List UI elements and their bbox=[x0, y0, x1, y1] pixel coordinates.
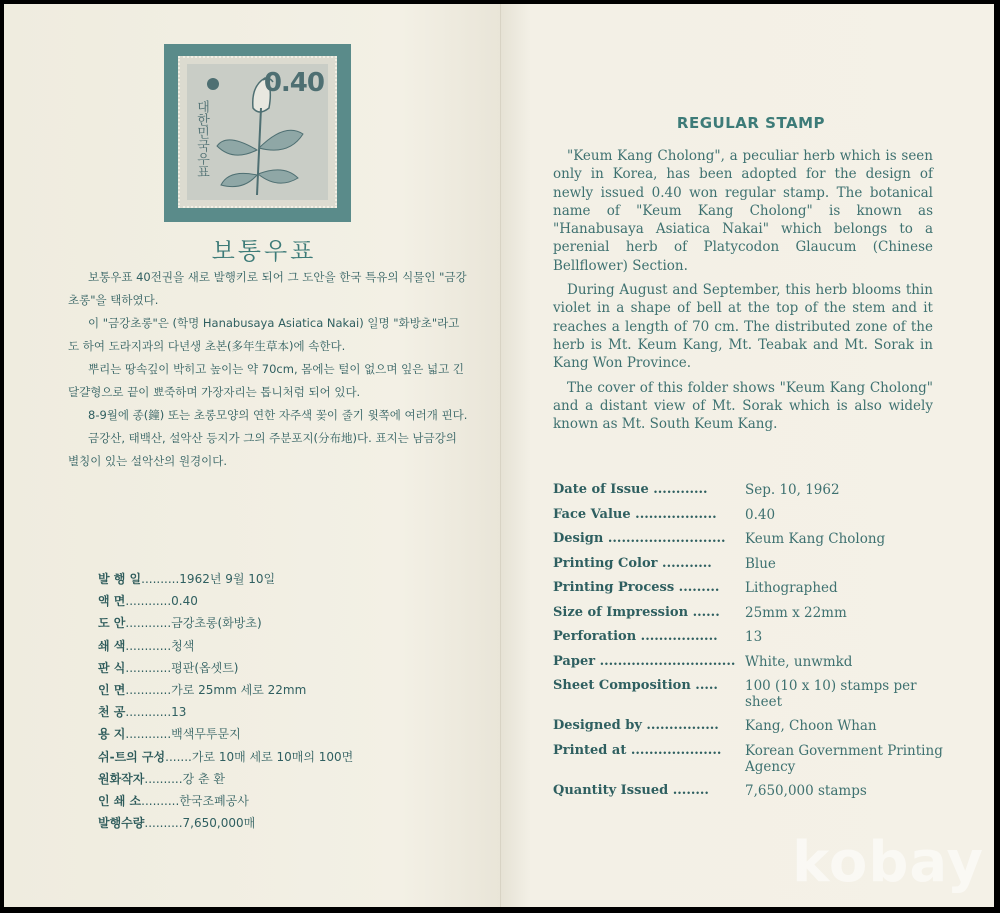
detail-label: 쉬-트의 구성 bbox=[98, 749, 166, 764]
korean-paragraph: 이 "금강초롱"은 (학명 Hanabusaya Asiatica Nakai) 일명 "화방초"라고도 하여 도라지과의 다년생 초본(多年生草本)에 속한다. bbox=[68, 316, 460, 353]
english-paragraph: During August and September, this herb blooms thin violet in a shape of bell at the top of the stem and it reaches a length of 70 cm. The distributed zone of the herb is Mt. Keum Kang, Mt. Teabak and Mt. Sorak in Kang Won Province. bbox=[553, 282, 933, 372]
detail-leader: .......... bbox=[141, 572, 180, 586]
detail-label: 발행수량 bbox=[98, 816, 145, 831]
korean-title: 보통우표 bbox=[211, 237, 317, 265]
detail-row bbox=[553, 507, 953, 532]
detail-value: Sep. 10, 1962 bbox=[745, 482, 840, 498]
detail-label: 도 안 bbox=[98, 616, 126, 631]
detail-value: 0.40 bbox=[745, 506, 776, 523]
detail-label: Face Value .................. bbox=[553, 506, 717, 522]
detail-row bbox=[553, 605, 953, 630]
detail-row bbox=[98, 681, 478, 703]
detail-row bbox=[553, 718, 953, 743]
detail-value: White, unwmkd bbox=[745, 653, 853, 670]
detail-label: 인 쇄 소 bbox=[98, 793, 142, 808]
detail-leader: ....... bbox=[165, 749, 192, 764]
detail-label: Date of Issue ............ bbox=[553, 482, 708, 497]
detail-value: 7,650,000 stamps bbox=[745, 782, 867, 799]
detail-row bbox=[553, 531, 953, 556]
detail-value: Blue bbox=[745, 555, 776, 572]
detail-leader: ............ bbox=[125, 660, 172, 675]
left-page bbox=[4, 4, 501, 907]
detail-row bbox=[553, 629, 953, 654]
detail-label: 쇄 색 bbox=[98, 638, 126, 653]
english-title: REGULAR STAMP bbox=[676, 114, 826, 132]
korean-paragraph: 뿌리는 땅속깊이 박히고 높이는 약 70cm, 몸에는 털이 없으며 잎은 넓고 긴 달걀형으로 끝이 뾰죽하며 가장자리는 톱니처럼 되어 있다. bbox=[68, 362, 464, 399]
detail-value: 평판(옵셋트) bbox=[171, 660, 239, 675]
detail-row bbox=[98, 703, 478, 725]
detail-row bbox=[553, 678, 953, 718]
detail-row bbox=[553, 783, 953, 808]
korean-description bbox=[68, 266, 468, 473]
detail-row bbox=[553, 482, 953, 507]
detail-value: 가로 25mm 세로 22mm bbox=[171, 682, 307, 697]
detail-value: 가로 10매 세로 10매의 100면 bbox=[191, 749, 354, 764]
right-page bbox=[501, 4, 994, 907]
detail-value: 청색 bbox=[171, 638, 195, 653]
detail-row bbox=[553, 556, 953, 581]
detail-value: 금강초롱(화방초) bbox=[171, 616, 262, 631]
detail-label: Printing Process ......... bbox=[553, 580, 720, 595]
kobay-watermark: kobay bbox=[792, 830, 984, 895]
detail-label: 액 면 bbox=[98, 594, 126, 609]
english-description bbox=[553, 147, 933, 439]
english-details-table bbox=[553, 482, 953, 807]
detail-row bbox=[98, 748, 478, 770]
korean-paragraph: 금강산, 태백산, 설악산 등지가 그의 주분포지(分布地)다. 표지는 남금강의 별칭이 있는 설악산의 원경이다. bbox=[68, 431, 457, 468]
detail-leader: .......... bbox=[141, 793, 180, 808]
detail-value: 1962년 9월 10일 bbox=[179, 572, 276, 586]
detail-leader: ............ bbox=[125, 616, 172, 631]
detail-label: Printing Color ........... bbox=[553, 555, 712, 571]
detail-value: Keum Kang Cholong bbox=[745, 531, 886, 547]
detail-row bbox=[553, 580, 953, 605]
detail-row bbox=[553, 743, 953, 783]
detail-label: Size of Impression ...... bbox=[553, 604, 720, 620]
detail-row bbox=[98, 592, 478, 614]
detail-leader: .......... bbox=[144, 771, 183, 786]
detail-label: Design .......................... bbox=[553, 531, 726, 546]
english-paragraph: The cover of this folder shows "Keum Kang Cholong" and a distant view of Mt. Sorak which is also widely known as Mt. South Keum Kang. bbox=[553, 379, 933, 433]
detail-row bbox=[98, 792, 478, 814]
detail-value: Lithographed bbox=[745, 580, 838, 596]
detail-row bbox=[98, 659, 478, 681]
detail-value: 한국조폐공사 bbox=[179, 793, 249, 808]
detail-value: Korean Government Printing Agency bbox=[745, 742, 943, 775]
detail-label: 용 지 bbox=[98, 727, 126, 742]
detail-label: Designed by ................ bbox=[553, 718, 719, 733]
detail-leader: ............ bbox=[125, 727, 172, 742]
stamp-design bbox=[187, 64, 328, 200]
detail-value: 백색무투문지 bbox=[171, 727, 241, 742]
detail-row bbox=[98, 770, 478, 792]
stamp-face-value: 0.40 bbox=[263, 68, 324, 98]
detail-value: 0.40 bbox=[171, 594, 198, 609]
detail-value: 25mm x 22mm bbox=[745, 604, 847, 621]
detail-value: 100 (10 x 10) stamps per sheet bbox=[745, 678, 917, 710]
detail-label: Sheet Composition ..... bbox=[553, 678, 718, 693]
detail-label: Paper .............................. bbox=[553, 653, 736, 669]
detail-row bbox=[98, 725, 478, 747]
detail-label: Perforation ................. bbox=[553, 629, 718, 644]
detail-row bbox=[553, 654, 953, 679]
detail-label: 천 공 bbox=[98, 705, 126, 720]
detail-row bbox=[98, 814, 478, 836]
detail-leader: ............ bbox=[125, 705, 172, 720]
detail-leader: ............ bbox=[125, 594, 172, 609]
detail-leader: ............ bbox=[125, 682, 172, 697]
korean-paragraph: 보통우표 40전권을 새로 발행키로 되어 그 도안을 한국 특유의 식물인 "금강초롱"을 택하였다. bbox=[68, 270, 467, 307]
detail-label: 원화작자 bbox=[98, 771, 145, 786]
detail-label: Quantity Issued ........ bbox=[553, 782, 709, 798]
detail-value: 13 bbox=[171, 705, 187, 720]
detail-label: Printed at .................... bbox=[553, 742, 722, 758]
detail-value: 강 춘 환 bbox=[182, 771, 225, 786]
detail-label: 발 행 일 bbox=[98, 572, 142, 586]
detail-value: 13 bbox=[745, 629, 763, 645]
detail-label: 판 식 bbox=[98, 660, 126, 675]
detail-leader: .......... bbox=[144, 816, 183, 831]
detail-value: 7,650,000매 bbox=[182, 816, 256, 831]
korean-paragraph: 8-9월에 종(鐘) 또는 초롱모양의 연한 자주색 꽃이 줄기 윗쪽에 여러개 핀다. bbox=[88, 408, 468, 422]
stamp-frame bbox=[164, 44, 351, 222]
detail-value: Kang, Choon Whan bbox=[745, 718, 877, 734]
detail-leader: ............ bbox=[125, 638, 172, 653]
english-paragraph: "Keum Kang Cholong", a peculiar herb which is seen only in Korea, has been adopted for the design of newly issued 0.40 won regular stamp. The botanical name of "Keum Kang Cholong" is known as "Hanabusaya Asiatica Nakai" which belongs to a perenial herb of Platycodon Glaucum (Chinese Bellflower) Section. bbox=[553, 148, 933, 274]
stamp-image bbox=[178, 56, 337, 208]
stamp-country-text: 대한민국우표 bbox=[194, 100, 209, 178]
detail-row bbox=[98, 614, 478, 636]
detail-row bbox=[98, 570, 478, 592]
korean-details-table bbox=[98, 570, 478, 836]
stamp-folder bbox=[4, 4, 994, 907]
detail-row bbox=[98, 637, 478, 659]
detail-label: 인 면 bbox=[98, 682, 126, 697]
